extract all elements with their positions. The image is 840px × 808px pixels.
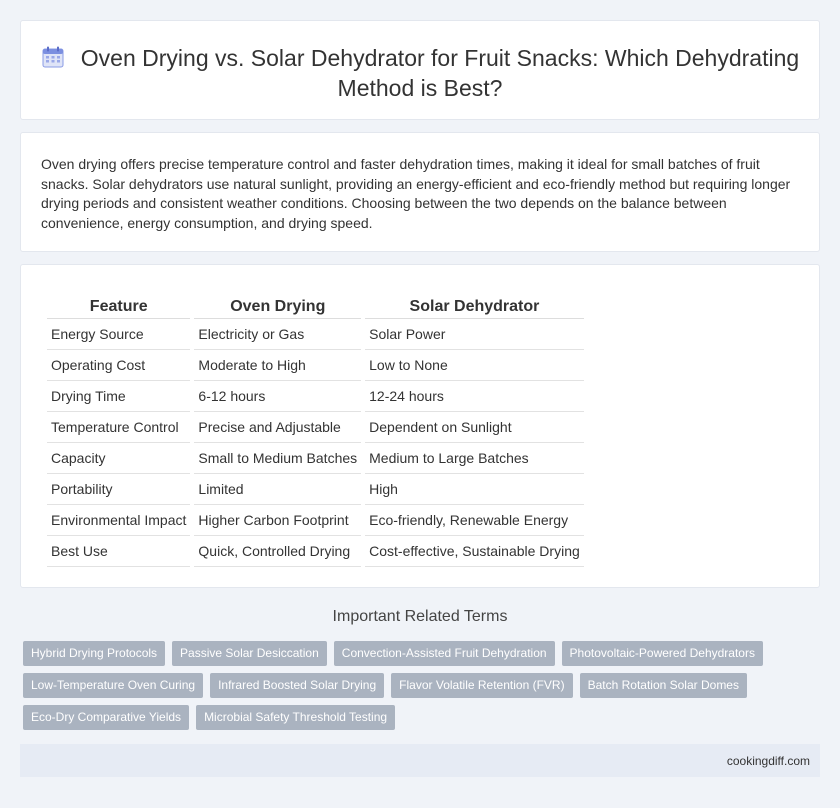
footer-site-link[interactable]: cookingdiff.com — [726, 754, 810, 768]
comparison-card — [20, 264, 820, 588]
table-header-row — [47, 295, 584, 319]
page-title: Oven Drying vs. Solar Dehydrator for Fruit Snacks: Which Dehydrating Method is Best? — [80, 45, 800, 101]
related-term-tag[interactable]: Infrared Boosted Solar Drying — [210, 673, 384, 698]
table-row — [47, 412, 584, 443]
oven-cell: Limited — [194, 474, 361, 505]
table-row — [47, 319, 584, 350]
feature-cell: Drying Time — [47, 381, 190, 412]
column-header-oven: Oven Drying — [194, 295, 361, 319]
calendar-icon — [41, 45, 65, 69]
feature-cell: Portability — [47, 474, 190, 505]
feature-cell: Operating Cost — [47, 350, 190, 381]
solar-cell: Eco-friendly, Renewable Energy — [365, 505, 584, 536]
related-terms-list — [23, 641, 803, 737]
feature-cell: Energy Source — [47, 319, 190, 350]
oven-cell: Quick, Controlled Drying — [194, 536, 361, 567]
related-term-tag[interactable]: Photovoltaic-Powered Dehydrators — [562, 641, 763, 666]
oven-cell: Precise and Adjustable — [194, 412, 361, 443]
feature-cell: Temperature Control — [47, 412, 190, 443]
summary-card — [20, 132, 820, 252]
related-terms-heading: Important Related Terms — [332, 608, 508, 625]
related-term-tag[interactable]: Passive Solar Desiccation — [172, 641, 327, 666]
solar-cell: High — [365, 474, 584, 505]
table-row — [47, 505, 584, 536]
oven-cell: Small to Medium Batches — [194, 443, 361, 474]
footer-bar — [20, 744, 820, 777]
table-row — [47, 381, 584, 412]
oven-cell: Higher Carbon Footprint — [194, 505, 361, 536]
table-row — [47, 474, 584, 505]
solar-cell: Solar Power — [365, 319, 584, 350]
feature-cell: Environmental Impact — [47, 505, 190, 536]
feature-cell: Capacity — [47, 443, 190, 474]
related-term-tag[interactable]: Flavor Volatile Retention (FVR) — [391, 673, 572, 698]
related-term-tag[interactable]: Eco-Dry Comparative Yields — [23, 705, 189, 730]
oven-cell: Moderate to High — [194, 350, 361, 381]
page-title-row — [21, 43, 819, 103]
oven-cell: 6-12 hours — [194, 381, 361, 412]
feature-cell: Best Use — [47, 536, 190, 567]
table-row — [47, 443, 584, 474]
related-term-tag[interactable]: Convection-Assisted Fruit Dehydration — [334, 641, 555, 666]
related-term-tag[interactable]: Batch Rotation Solar Domes — [580, 673, 747, 698]
solar-cell: Cost-effective, Sustainable Drying — [365, 536, 584, 567]
column-header-feature: Feature — [47, 295, 190, 319]
summary-text: Oven drying offers precise temperature control and faster dehydration times, making it ideal for small batches of fruit snacks. Solar dehydrators use natural sunlight, providing an energy-efficient and eco-friendly method but requiring longer drying periods and consistent weather conditions. Choosing between the two depends on the balance between convenience, energy consumption, and drying speed. — [41, 156, 791, 231]
related-term-tag[interactable]: Hybrid Drying Protocols — [23, 641, 165, 666]
solar-cell: Low to None — [365, 350, 584, 381]
table-row — [47, 536, 584, 567]
table-row — [47, 350, 584, 381]
solar-cell: Dependent on Sunlight — [365, 412, 584, 443]
related-term-tag[interactable]: Microbial Safety Threshold Testing — [196, 705, 395, 730]
comparison-table — [43, 295, 588, 567]
column-header-solar: Solar Dehydrator — [365, 295, 584, 319]
solar-cell: Medium to Large Batches — [365, 443, 584, 474]
solar-cell: 12-24 hours — [365, 381, 584, 412]
title-card — [20, 20, 820, 120]
related-term-tag[interactable]: Low-Temperature Oven Curing — [23, 673, 203, 698]
oven-cell: Electricity or Gas — [194, 319, 361, 350]
